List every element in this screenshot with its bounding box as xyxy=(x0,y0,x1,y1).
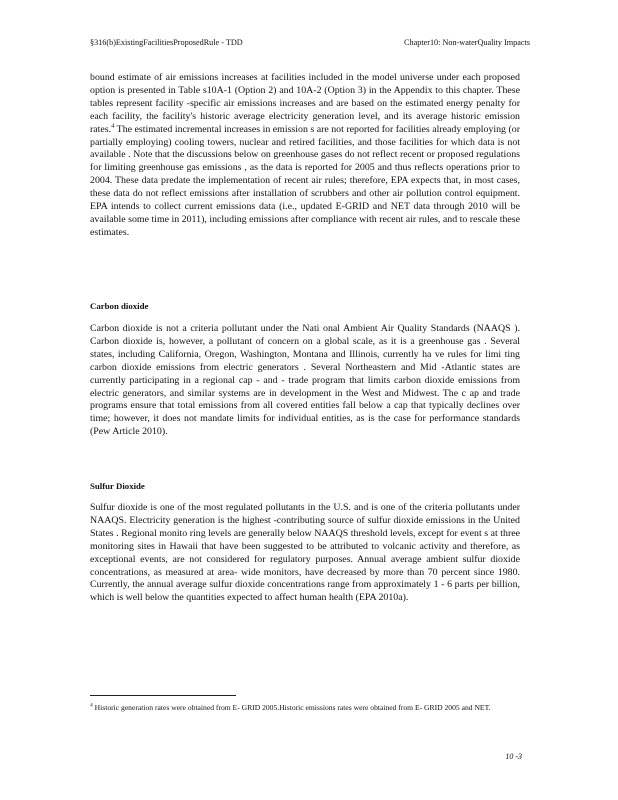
header-chapter-title: Chapter10: Non-waterQuality Impacts xyxy=(404,38,530,47)
carbon-dioxide-heading: Carbon dioxide xyxy=(90,301,149,311)
footnote-reference: 4 xyxy=(111,122,115,130)
footnote-number: 4 xyxy=(90,702,93,709)
sulfur-dioxide-heading: Sulfur Dioxide xyxy=(90,481,145,491)
footnote-text: Historic generation rates were obtained from E- GRID 2005.Historic emissions rates were obtained from E- GRID 2005 and NET. xyxy=(94,703,491,712)
footnote xyxy=(90,702,520,714)
carbon-dioxide-paragraph: Carbon dioxide is not a criteria pollutant under the Nati onal Ambient Air Quality Standards (NAAQS ). Carbon dioxide is, however, a pollutant of concern on a global scale, as it is a greenhouse gas . Several states, including California, Oregon, Washington, Montana and Illinois, currently ha ve rules for limi ting carbon dioxide emissions from electric generators . Several Northeastern and Mid -Atlantic states are currently participating in a regional cap - and - trade program that limits carbon dioxide emissions from electric generators, and similar systems are in development in the West and Midwest. The c ap and trade programs ensure that total emissions from all covered entities fall below a cap that typically declines over time; however, it does not mandate limits for individual entities, as is the case for performance standards (Pew Article 2010). xyxy=(90,323,520,438)
footnote-divider xyxy=(90,695,236,696)
intro-paragraph xyxy=(90,72,520,240)
page-number: 10 -3 xyxy=(505,752,522,761)
page-header xyxy=(90,38,530,52)
intro-paragraph-text: bound estimate of air emissions increases at facilities included in the model universe under each proposed option is presented in Table s10A-1 (Option 2) and 10A-2 (Option 3) in the Appendix to this chapter. These tables represent facility -specific air emissions increases and are based on the estimated energy penalty for each facility, the facility's historic average electricity generation level, and its average historic emission rates. xyxy=(90,72,520,135)
sulfur-dioxide-paragraph: Sulfur dioxide is one of the most regulated pollutants in the U.S. and is one of the criteria pollutants under NAAQS. Electricity generation is the highest -contributing source of sulfur dioxide emissions in the United States . Regional monito ring levels are generally below NAAQS threshold levels, except for event s at three monitoring sites in Hawaii that have been suggested to be attributed to volcanic activity and therefore, as exceptional events, are not considered for regulatory purposes. Annual average ambient sulfur dioxide concentrations, as measured at area- wide monitors, have decreased by more than 70 percent since 1980. Currently, the annual average sulfur dioxide concentrations range from approximately 1 - 6 parts per billion, which is well below the quantities expected to affect human health (EPA 2010a). xyxy=(90,502,520,604)
intro-paragraph-continuation: The estimated incremental increases in emission s are not reported for facilities already employing (or partially employing) cooling towers, nuclear and retired facilities, and those facilities for which data is not available . Note that the discussions below on greenhouse gases do not reflect recent or proposed regulations for limiting greenhouse gas emissions , as the data is reported for 2005 and thus reflects operations prior to 2004. These data predate the implementation of recent air rules; therefore, EPA expects that, in most cases, these data do not reflect emissions after installation of scrubbers and other air pollution control equipment. EPA intends to collect current emissions data (i.e., updated E-GRID and NET data through 2010 will be available some time in 2011), including emissions after compliance with recent air rules, and to rescale these estimates. xyxy=(90,123,520,238)
header-document-title: §316(b)ExistingFacilitiesProposedRule - TDD xyxy=(90,38,243,47)
